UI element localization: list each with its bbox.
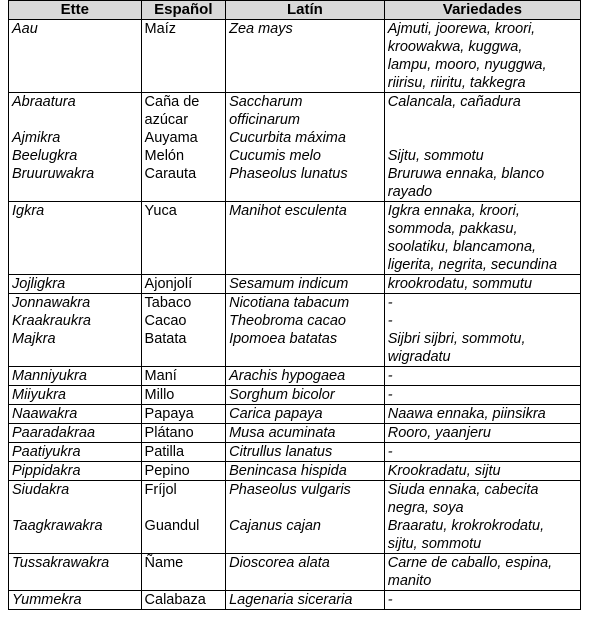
table-row [9, 517, 581, 554]
cell-variedades [384, 591, 580, 610]
cell-latin [226, 20, 385, 93]
table-row [9, 367, 581, 386]
cell-ette-line: Paaradakraa [12, 425, 96, 441]
cell-ette-line [12, 572, 138, 590]
cell-latin-line: Cucurbita máxima [229, 130, 346, 146]
cell-latin [226, 129, 385, 147]
cell-latin-line: Musa acuminata [229, 425, 336, 441]
table-row [9, 424, 581, 443]
table-row [9, 93, 581, 130]
cell-variedades-line: Krookradatu, sijtu [387, 463, 501, 479]
cell-ette [9, 591, 142, 610]
cell-espanol [141, 202, 226, 275]
cell-variedades-line: Naawa ennaka, piinsikra [387, 406, 546, 422]
cell-latin-line: Sorghum bicolor [229, 387, 335, 403]
cell-variedades-line: kroowakwa, kuggwa, [387, 39, 523, 55]
cell-latin [226, 275, 385, 294]
cell-variedades [384, 554, 580, 591]
cell-ette-line: Igkra [12, 203, 45, 219]
cell-espanol-line: Melón [144, 148, 185, 164]
cell-latin [226, 405, 385, 424]
cell-latin [226, 554, 385, 591]
cell-latin [226, 386, 385, 405]
cell-espanol [141, 517, 226, 554]
cell-latin [226, 93, 385, 130]
cell-espanol-line: Yuca [144, 203, 177, 219]
cell-ette [9, 367, 142, 386]
cell-variedades-line: wigradatu [387, 349, 451, 365]
cell-variedades [384, 147, 580, 165]
cell-latin-line [229, 499, 381, 517]
cell-espanol-line: Millo [144, 387, 175, 403]
cell-ette [9, 424, 142, 443]
cell-espanol [141, 20, 226, 93]
cell-variedades-line: krookrodatu, sommutu [387, 276, 533, 292]
cell-ette-line: Abraatura [12, 94, 76, 110]
cell-variedades-line: - [387, 592, 393, 608]
table-row [9, 165, 581, 202]
cell-ette-line: Taagkrawakra [12, 518, 103, 534]
table-row [9, 405, 581, 424]
cell-variedades-line: Carne de caballo, espina, [387, 555, 553, 571]
cell-latin-line: Cajanus cajan [229, 518, 321, 534]
table-row [9, 591, 581, 610]
table-row [9, 554, 581, 591]
cell-ette-line: Siudakra [12, 482, 70, 498]
cell-latin-line: Phaseolus lunatus [229, 166, 348, 182]
cell-espanol-line [145, 572, 223, 590]
cell-espanol-line: Caña de [144, 94, 200, 110]
cell-latin [226, 367, 385, 386]
table-row [9, 147, 581, 165]
cell-ette [9, 517, 142, 554]
table-row [9, 330, 581, 367]
cell-ette-line [12, 111, 138, 129]
cell-ette-line: Majkra [12, 331, 56, 347]
cell-espanol-line: Tabaco [144, 295, 192, 311]
cell-espanol-line: Papaya [144, 406, 194, 422]
cell-latin [226, 294, 385, 313]
cell-ette-line: Ajmikra [12, 130, 61, 146]
cell-latin [226, 424, 385, 443]
cell-espanol-line [145, 535, 223, 553]
cell-variedades-line: Bruruwa ennaka, blanco [387, 166, 545, 182]
cell-ette [9, 20, 142, 93]
cell-latin-line: Cucumis melo [229, 148, 321, 164]
cell-latin [226, 443, 385, 462]
cell-latin [226, 147, 385, 165]
cell-espanol-line: Maní [144, 368, 177, 384]
cell-espanol-line: Patilla [144, 444, 185, 460]
cell-espanol [141, 554, 226, 591]
cell-latin-line: Ipomoea batatas [229, 331, 338, 347]
cell-variedades-line [388, 111, 577, 129]
cell-latin-line [229, 535, 381, 553]
cell-variedades-line: Siuda ennaka, cabecita [387, 482, 539, 498]
cell-ette-line: Kraakraukra [12, 313, 91, 329]
cell-espanol-line: Pepino [144, 463, 190, 479]
cell-espanol [141, 129, 226, 147]
cell-espanol [141, 294, 226, 313]
cell-ette-line [12, 499, 138, 517]
cell-variedades-line: Rooro, yaanjeru [387, 425, 491, 441]
cell-ette-line: Yummekra [12, 592, 82, 608]
cell-variedades [384, 202, 580, 275]
cell-variedades-line: negra, soya [387, 500, 464, 516]
cell-ette [9, 147, 142, 165]
cell-espanol-line: Fríjol [144, 482, 177, 498]
crops-table [8, 0, 581, 610]
table-row [9, 312, 581, 330]
cell-latin-line: Saccharum [229, 94, 303, 110]
table-row [9, 202, 581, 275]
cell-ette-line: Paatiyukra [12, 444, 81, 460]
cell-latin [226, 481, 385, 518]
table-row [9, 129, 581, 147]
cell-espanol [141, 591, 226, 610]
cell-espanol-line [145, 348, 223, 366]
cell-espanol [141, 330, 226, 367]
cell-latin-line: Arachis hypogaea [229, 368, 346, 384]
header-variedades: Variedades [384, 1, 580, 20]
cell-variedades-line: Ajmuti, joorewa, kroori, [387, 21, 536, 37]
cell-latin-line [229, 572, 381, 590]
cell-ette-line: Pippidakra [12, 463, 81, 479]
cell-latin-line: Nicotiana tabacum [229, 295, 350, 311]
cell-latin-line: Manihot esculenta [229, 203, 347, 219]
cell-ette-line: Beelugkra [12, 148, 78, 164]
cell-variedades-line: manito [387, 573, 432, 589]
cell-variedades [384, 481, 580, 518]
cell-latin-line: Sesamum indicum [229, 276, 349, 292]
cell-latin-line [229, 348, 381, 366]
cell-espanol-line: Calabaza [144, 592, 206, 608]
cell-latin [226, 312, 385, 330]
table-row [9, 20, 581, 93]
cell-variedades [384, 20, 580, 93]
table-row [9, 386, 581, 405]
cell-variedades [384, 462, 580, 481]
cell-latin-line: Phaseolus vulgaris [229, 482, 351, 498]
cell-variedades [384, 165, 580, 202]
cell-ette [9, 330, 142, 367]
cell-espanol [141, 386, 226, 405]
cell-espanol-line: Guandul [144, 518, 200, 534]
table-row [9, 481, 581, 518]
cell-variedades [384, 275, 580, 294]
cell-variedades-line: - [387, 444, 393, 460]
cell-latin [226, 517, 385, 554]
cell-variedades-line: Braaratu, krokrokrodatu, [387, 518, 545, 534]
cell-espanol-line: azúcar [144, 112, 189, 128]
cell-variedades-line: riirisu, riiritu, takkegra [387, 75, 526, 91]
cell-latin-line: officinarum [229, 112, 301, 128]
cell-latin [226, 591, 385, 610]
cell-ette-line: Tussakrawakra [12, 555, 110, 571]
cell-variedades-line: - [387, 313, 393, 329]
cell-variedades-line: sijtu, sommotu [387, 536, 482, 552]
cell-espanol [141, 405, 226, 424]
header-ette: Ette [9, 1, 142, 20]
cell-ette [9, 165, 142, 202]
header-row [9, 1, 581, 20]
cell-ette-line: Bruuruwakra [12, 166, 95, 182]
cell-variedades-line: - [387, 368, 393, 384]
cell-ette [9, 386, 142, 405]
cell-latin-line: Lagenaria siceraria [229, 592, 353, 608]
cell-espanol-line: Ajonjolí [144, 276, 193, 292]
cell-ette-line: Naawakra [12, 406, 78, 422]
cell-variedades [384, 386, 580, 405]
cell-variedades-line: Calancala, cañadura [387, 94, 521, 110]
cell-espanol-line: Cacao [144, 313, 187, 329]
cell-ette-line: Aau [12, 21, 38, 37]
cell-ette [9, 93, 142, 130]
table-row [9, 462, 581, 481]
cell-ette [9, 462, 142, 481]
cell-espanol [141, 165, 226, 202]
cell-variedades-line [388, 129, 577, 147]
cell-variedades-line: rayado [387, 184, 433, 200]
cell-latin-line: Carica papaya [229, 406, 323, 422]
cell-variedades [384, 129, 580, 147]
cell-ette-line: Miiyukra [12, 387, 66, 403]
cell-espanol [141, 312, 226, 330]
cell-variedades [384, 330, 580, 367]
cell-variedades [384, 405, 580, 424]
cell-variedades-line: lampu, mooro, nyuggwa, [387, 57, 547, 73]
cell-variedades [384, 443, 580, 462]
cell-variedades [384, 312, 580, 330]
cell-ette [9, 202, 142, 275]
cell-espanol-line: Plátano [144, 425, 194, 441]
cell-espanol [141, 424, 226, 443]
cell-variedades [384, 517, 580, 554]
cell-latin-line: Dioscorea alata [229, 555, 330, 571]
cell-ette-line: Jonnawakra [12, 295, 91, 311]
cell-ette-line: Manniyukra [12, 368, 87, 384]
cell-espanol-line: Carauta [144, 166, 197, 182]
cell-espanol [141, 443, 226, 462]
cell-ette [9, 481, 142, 518]
cell-ette [9, 275, 142, 294]
cell-espanol-line: Batata [144, 331, 187, 347]
cell-variedades [384, 367, 580, 386]
cell-espanol-line: Auyama [144, 130, 198, 146]
cell-variedades [384, 424, 580, 443]
cell-ette [9, 129, 142, 147]
cell-variedades-line: soolatiku, blancamona, [387, 239, 537, 255]
cell-espanol [141, 93, 226, 130]
cell-espanol [141, 367, 226, 386]
cell-latin-line: Theobroma cacao [229, 313, 346, 329]
cell-latin [226, 165, 385, 202]
header-latin: Latín [226, 1, 385, 20]
cell-variedades-line: sommoda, pakkasu, [387, 221, 518, 237]
cell-ette [9, 294, 142, 313]
cell-variedades [384, 93, 580, 130]
cell-latin [226, 202, 385, 275]
table-row [9, 275, 581, 294]
cell-latin-line: Citrullus lanatus [229, 444, 333, 460]
cell-espanol [141, 462, 226, 481]
cell-espanol [141, 147, 226, 165]
cell-espanol [141, 275, 226, 294]
cell-ette-line: Jojligkra [12, 276, 66, 292]
cell-latin-line: Benincasa hispida [229, 463, 347, 479]
cell-ette [9, 312, 142, 330]
cell-variedades-line: Sijtu, sommotu [387, 148, 484, 164]
cell-variedades [384, 294, 580, 313]
cell-latin-line: Zea mays [229, 21, 293, 37]
cell-espanol [141, 481, 226, 518]
table-row [9, 294, 581, 313]
cell-espanol-line: Maíz [144, 21, 176, 37]
cell-variedades-line: ligerita, negrita, secundina [387, 257, 558, 273]
table-row [9, 443, 581, 462]
cell-latin [226, 330, 385, 367]
cell-ette-line [12, 348, 138, 366]
cell-ette [9, 405, 142, 424]
cell-ette [9, 554, 142, 591]
cell-variedades-line: Sijbri sijbri, sommotu, [387, 331, 526, 347]
cell-ette-line [12, 535, 138, 553]
cell-latin [226, 462, 385, 481]
cell-variedades-line: - [387, 387, 393, 403]
cell-variedades-line: Igkra ennaka, kroori, [387, 203, 520, 219]
header-espanol: Español [141, 1, 226, 20]
cell-ette [9, 443, 142, 462]
cell-espanol-line: Ñame [144, 555, 184, 571]
cell-espanol-line [145, 499, 223, 517]
cell-variedades-line: - [387, 295, 393, 311]
